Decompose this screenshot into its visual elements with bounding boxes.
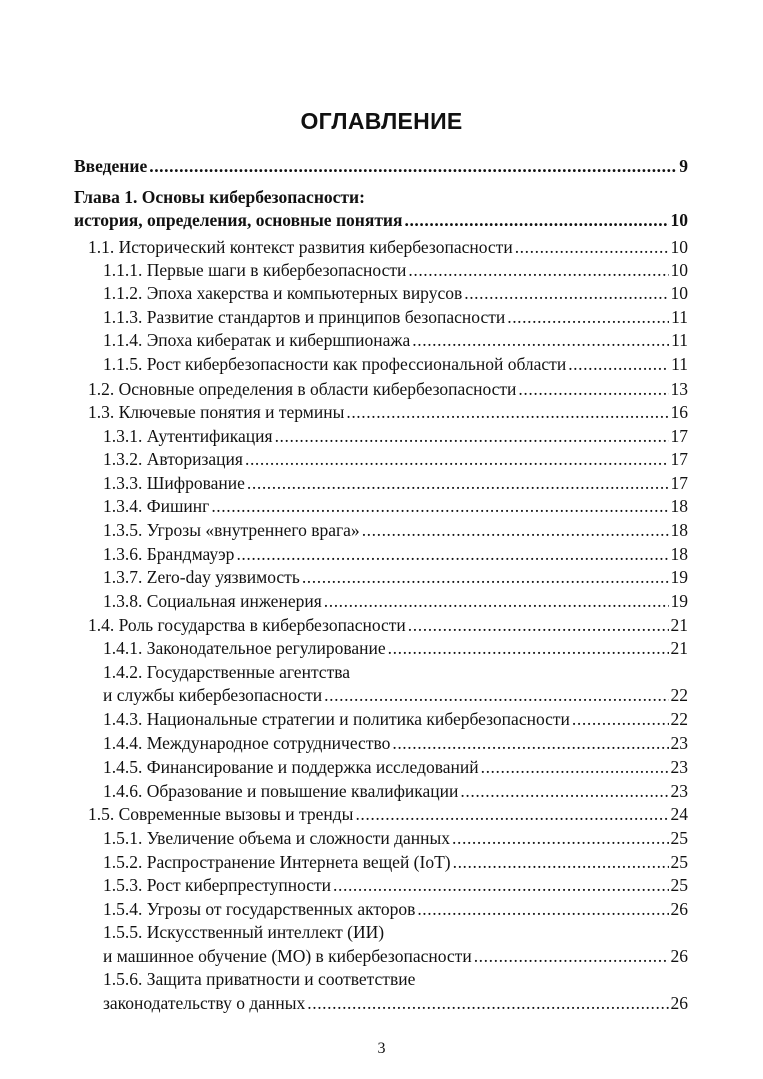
toc-entry-label: 1.3.2. Авторизация [103,449,243,469]
toc-entry-page: 18 [670,544,688,564]
toc-entry[interactable] [88,236,688,259]
toc-entry[interactable] [103,756,688,779]
toc-entry-label: 1.5. Современные вызовы и тренды [88,804,354,824]
toc-entry-chapter-1[interactable] [74,209,688,232]
toc-entry-page: 24 [670,804,688,824]
toc-entry-page: 18 [670,520,688,540]
toc-entry[interactable] [103,827,688,850]
toc-entry-page: 22 [670,709,688,729]
dot-leader [404,209,668,232]
toc-entry-page: 13 [670,379,688,399]
toc-entry[interactable] [103,992,688,1015]
toc-entry-label: 1.3. Ключевые понятия и термины [88,402,345,422]
toc-entry[interactable] [103,945,688,968]
toc-entry-page: 10 [670,283,688,303]
toc-entry-page: 25 [670,875,688,895]
dot-leader [149,155,677,178]
toc-entry-label: и службы кибербезопасности [103,685,323,705]
toc-entry-intro[interactable] [74,155,688,178]
dot-leader [568,353,669,376]
toc-entry[interactable] [103,282,688,305]
toc-entry-page: 19 [670,567,688,587]
toc-entry-page: 10 [670,237,688,257]
toc-entry-label-line1: 1.4.2. Государственные агентства [103,662,351,682]
toc-entry-label: 1.3.4. Фишинг [103,496,210,516]
toc-entry-label: 1.1.1. Первые шаги в кибербезопасности [103,260,407,280]
toc-entry-page: 11 [671,330,688,350]
dot-leader [392,732,668,755]
toc-entry[interactable] [103,353,688,376]
toc-entry[interactable] [103,851,688,874]
toc-entry-page: 23 [670,733,688,753]
dot-leader [324,684,668,707]
dot-leader [481,756,669,779]
toc-entry[interactable] [103,898,688,921]
dot-leader [507,306,669,329]
toc-entry[interactable] [103,329,688,352]
dot-leader [275,425,669,448]
toc-entry-page: 25 [670,852,688,872]
toc-entry-label: 1.5.1. Увеличение объема и сложности данных [103,828,451,848]
toc-entry-page: 26 [670,946,688,966]
toc-entry-label: законодательству о данных [103,993,306,1013]
toc-entry[interactable] [103,519,688,542]
toc-entry-page: 17 [670,473,688,493]
dot-leader [408,259,668,282]
toc-entry-page: 21 [670,615,688,635]
toc-entry[interactable] [103,708,688,731]
toc-entry-label: 1.4.5. Финансирование и поддержка исследований [103,757,479,777]
toc-entry[interactable] [103,495,688,518]
page-title: ОГЛАВЛЕНИЕ [300,108,463,134]
toc-entry-page: 17 [670,426,688,446]
toc-entry-label: 1.5.2. Распространение Интернета вещей (IoT) [103,852,451,872]
toc-entry[interactable] [103,259,688,282]
toc-entry-label: 1.4.1. Законодательное регулирование [103,638,386,658]
toc-entry-page: 16 [670,402,688,422]
toc-entry-page: 10 [670,210,688,230]
toc-entry[interactable] [103,566,688,589]
toc-entry[interactable] [88,803,688,826]
toc-entry-label: 1.5.4. Угрозы от государственных акторов [103,899,416,919]
toc-entry-label: 1.1.4. Эпоха кибератак и кибершпионажа [103,330,411,350]
toc-entry-label: 1.3.8. Социальная инженерия [103,591,322,611]
dot-leader [464,282,668,305]
toc-entry-page: 11 [671,354,688,374]
toc-entry[interactable] [88,614,688,637]
toc-entry-label: 1.1. Исторический контекст развития кибербезопасности [88,237,513,257]
toc-entry-page: 10 [670,260,688,280]
dot-leader [362,519,669,542]
toc-entry-page: 25 [670,828,688,848]
dot-leader [412,329,669,352]
toc-entry[interactable] [88,378,688,401]
toc-entry-label-line1: 1.5.5. Искусственный интеллект (ИИ) [103,922,385,942]
toc-entry[interactable] [103,590,688,613]
toc-entry-label: 1.4.6. Образование и повышение квалификации [103,781,459,801]
toc-chapter-line1: Глава 1. Основы кибербезопасности: [74,187,365,207]
toc-entry-page: 9 [679,156,688,176]
toc-entry-label: Введение [74,156,148,176]
toc-entry-label: 1.4.3. Национальные стратегии и политика кибербезопасности [103,709,570,729]
toc-entry[interactable] [103,874,688,897]
toc-entry-page: 18 [670,496,688,516]
toc-entry-page: 11 [671,307,688,327]
dot-leader [355,803,668,826]
toc-entry-label: 1.3.6. Брандмауэр [103,544,235,564]
dot-leader [388,637,669,660]
dot-leader [211,495,668,518]
dot-leader [452,827,668,850]
toc-entry-label: 1.3.5. Угрозы «внутреннего врага» [103,520,360,540]
toc-entry-label: 1.2. Основные определения в области кибербезопасности [88,379,517,399]
dot-leader [346,401,668,424]
dot-leader [307,992,668,1015]
toc-entry-label: 1.1.3. Развитие стандартов и принципов безопасности [103,307,506,327]
dot-leader [247,472,669,495]
dot-leader [572,708,669,731]
toc-entry[interactable] [103,732,688,755]
toc-entry-page: 26 [670,899,688,919]
toc-entry[interactable] [103,306,688,329]
toc-entry-label: 1.3.1. Аутентификация [103,426,273,446]
toc-entry-page: 22 [670,685,688,705]
toc-entry-label-line1: 1.5.6. Защита приватности и соответствие [103,969,416,989]
toc-entry[interactable] [103,637,688,660]
toc-entry[interactable] [103,780,688,803]
toc-entry-label: 1.5.3. Рост киберпреступности [103,875,332,895]
toc-entry-page: 21 [670,638,688,658]
toc-entry-label: 1.3.7. Zero-day уязвимость [103,567,300,587]
toc-entry-page: 17 [670,449,688,469]
toc-entry-page: 23 [670,757,688,777]
toc-entry[interactable] [103,425,688,448]
dot-leader [245,448,669,471]
dot-leader [408,614,669,637]
toc-entry-page: 23 [670,781,688,801]
toc-entry-page: 26 [670,993,688,1013]
toc-entry-label: история, определения, основные понятия [74,210,403,230]
dot-leader [302,566,669,589]
dot-leader [324,590,669,613]
dot-leader [453,851,669,874]
toc-entry[interactable] [88,401,688,424]
toc-entry[interactable] [103,472,688,495]
dot-leader [333,874,668,897]
toc-entry[interactable] [103,543,688,566]
toc-entry-label: 1.1.5. Рост кибербезопасности как профессиональной области [103,354,567,374]
toc-entry[interactable] [103,448,688,471]
dot-leader [518,378,668,401]
dot-leader [460,780,668,803]
page-number: 3 [377,1040,386,1057]
toc-entry-label: 1.4. Роль государства в кибербезопасности [88,615,406,635]
dot-leader [236,543,668,566]
toc-entry[interactable] [103,684,688,707]
dot-leader [515,236,669,259]
toc-entry-label: 1.3.3. Шифрование [103,473,245,493]
toc-entry-page: 19 [670,591,688,611]
toc-entry-label: и машинное обучение (МО) в кибербезопасности [103,946,472,966]
toc-entry-label: 1.1.2. Эпоха хакерства и компьютерных вирусов [103,283,463,303]
dot-leader [474,945,669,968]
dot-leader [417,898,668,921]
toc-entry-label: 1.4.4. Международное сотрудничество [103,733,391,753]
